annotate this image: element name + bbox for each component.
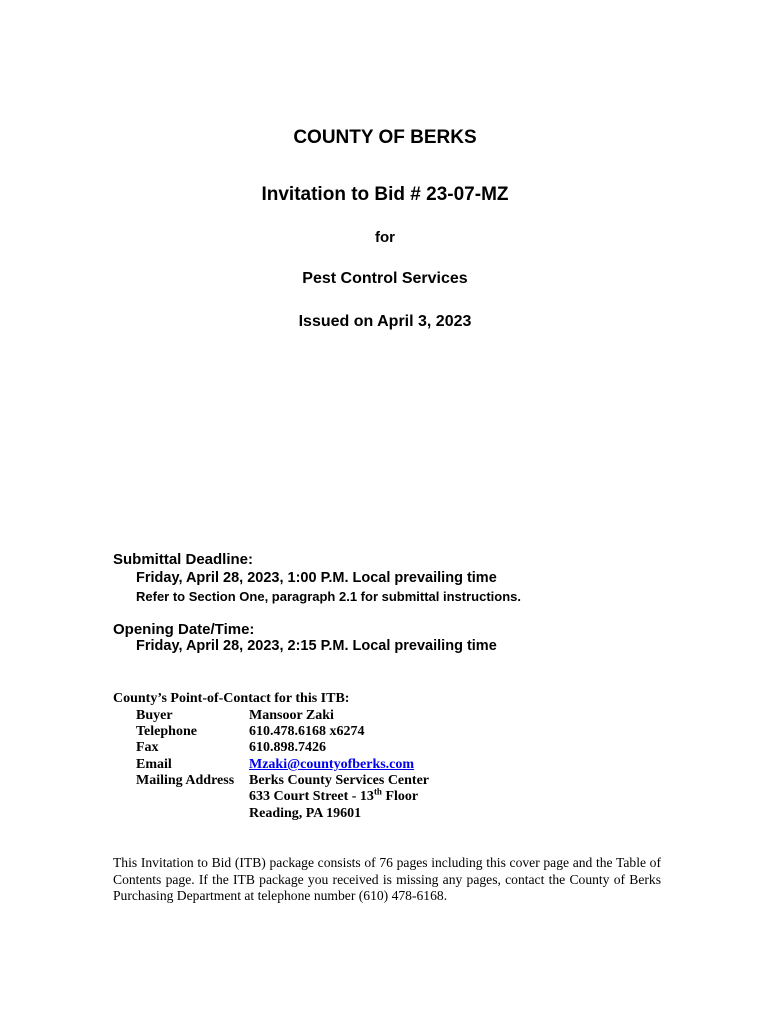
contact-key: Buyer — [136, 708, 173, 723]
itb-number-title: Invitation to Bid # 23-07-MZ — [261, 184, 509, 205]
submittal-instructions-note: Refer to Section One, paragraph 2.1 for submittal instructions. — [136, 589, 522, 604]
contact-key: Email — [136, 757, 172, 772]
email-link[interactable]: Mzaki@countyofberks.com — [249, 757, 415, 772]
address-line2-sup: th — [373, 786, 382, 797]
contact-key: Fax — [136, 740, 159, 755]
contact-heading: County’s Point-of-Contact for this ITB: — [113, 691, 350, 706]
opening-datetime-label: Opening Date/Time: — [113, 621, 255, 638]
contact-value: 610.898.7426 — [249, 740, 326, 755]
contact-value: 610.478.6168 x6274 — [249, 724, 365, 739]
service-title: Pest Control Services — [302, 270, 468, 287]
contact-key: Mailing Address — [136, 773, 235, 788]
issued-date: Issued on April 3, 2023 — [298, 313, 472, 330]
submittal-deadline-datetime: Friday, April 28, 2023, 1:00 P.M. Local prevailing time — [136, 570, 497, 586]
contact-value: Mansoor Zaki — [249, 708, 334, 723]
for-label: for — [375, 229, 395, 246]
contact-value — [249, 757, 414, 773]
contact-key: Telephone — [136, 724, 197, 739]
address-line2 — [249, 786, 419, 805]
contact-value: Berks County Services Center — [249, 773, 430, 788]
submittal-deadline-label: Submittal Deadline: — [113, 551, 254, 568]
package-notice-paragraph: This Invitation to Bid (ITB) package consists of 76 pages including this cover page and the Table of Contents page. If the ITB package you received is missing any pages, contact the County of Berks Purchasing Department at telephone number (610) 478-6168. — [113, 855, 661, 903]
county-title: COUNTY OF BERKS — [293, 127, 477, 148]
address-line2-pre: 633 Court Street - 13 — [249, 789, 374, 804]
address-line2-post: Floor — [381, 789, 419, 804]
opening-datetime: Friday, April 28, 2023, 2:15 P.M. Local prevailing time — [136, 638, 497, 654]
address-line3: Reading, PA 19601 — [249, 806, 362, 821]
